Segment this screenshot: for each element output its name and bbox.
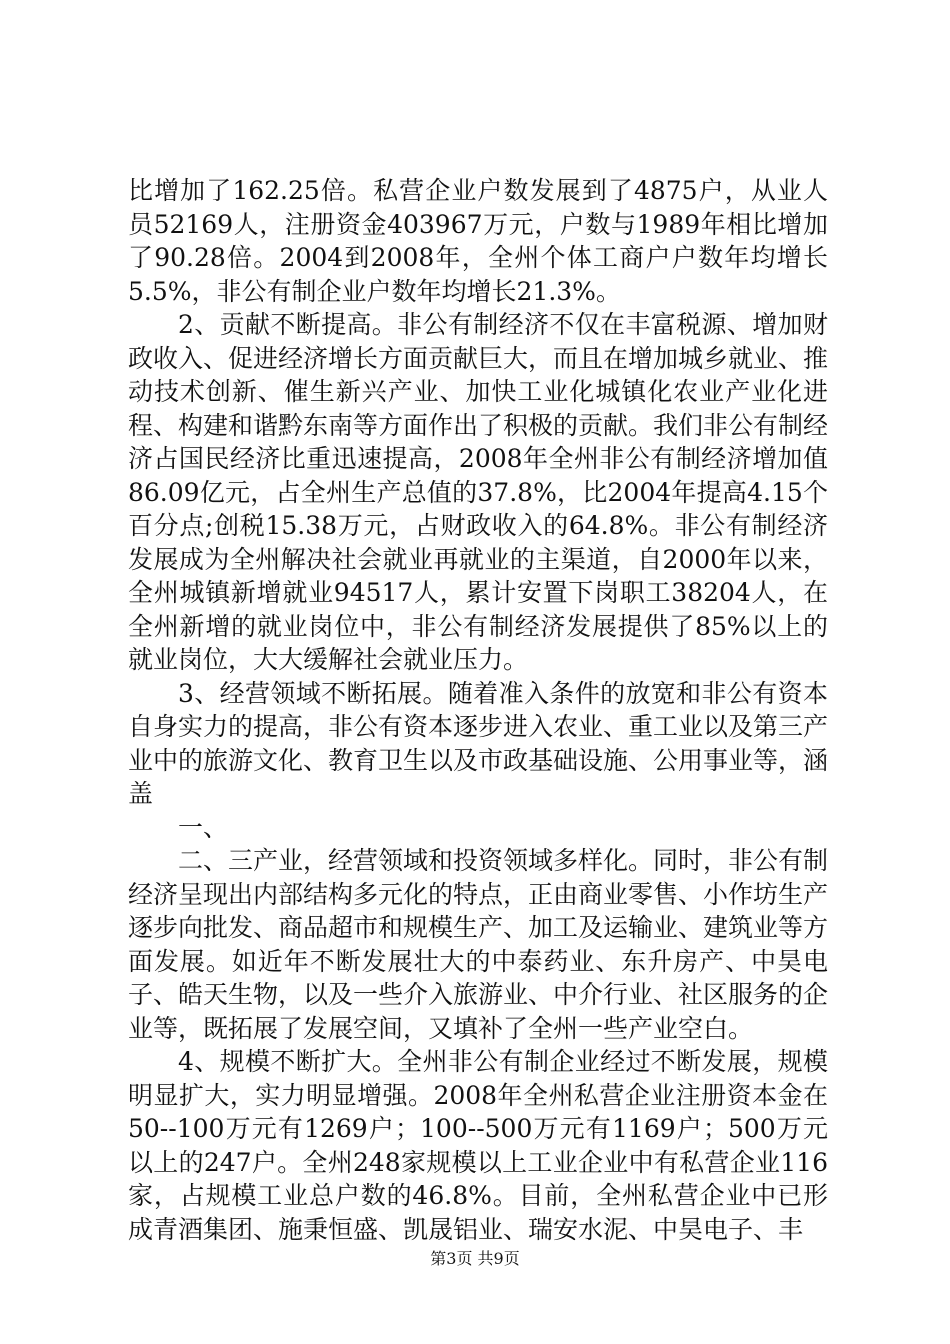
paragraph-contribution: 2、贡献不断提高。非公有制经济不仅在丰富税源、增加财政收入、促进经济增长方面贡献巨大，而且在增加城乡就业、推动技术创新、催生新兴产业、加快工业化城镇化农业产业化进程、构建和谐黔东南等方面作出了积极的贡献。我们非公有制经济占国民经济比重迅速提高，2008年全州非公有制经济增加值86.09亿元，占全州生产总值的37.8%，比2004年提高4.15个百分点;创税15.38万元，占财政收入的64.8%。非公有制经济发展成为全州解决社会就业再就业的主渠道，自2000年以来，全州城镇新增就业94517人，累计安置下岗职工38204人，在全州新增的就业岗位中，非公有制经济发展提供了85%以上的就业岗位，大大缓解社会就业压力。 [128,310,829,674]
paragraph-business-scope: 3、经营领域不断拓展。随着准入条件的放宽和非公有资本自身实力的提高，非公有资本逐步进入农业、重工业以及第三产业中的旅游文化、教育卫生以及市政基础设施、公用事业等，涵盖 [128,678,829,808]
document-body [128,174,828,1246]
paragraph-scale-expansion: 4、规模不断扩大。全州非公有制企业经过不断发展，规模明显扩大，实力明显增强。2008年全州私营企业注册资本金在50--100万元有1269户；100--500万元有1169户；500万元以上的247户。全州248家规模以上工业企业中有私营企业116家，占规模工业总户数的46.8%。目前，全州私营企业中已形成青酒集团、施秉恒盛、凯晟铝业、瑞安水泥、中昊电子、丰 [128,1047,828,1244]
paragraph-heading-one: 一、 [178,812,229,842]
paragraph-continuation: 比增加了162.25倍。私营企业户数发展到了4875户，从业人员52169人，注册资金403967万元，户数与1989年相比增加了90.28倍。2004到2008年，全州个体工商户户数年均增长5.5%，非公有制企业户数年均增长21.3%。 [128,176,828,306]
page-number-footer: 第3页 共9页 [430,1249,520,1268]
paragraph-second-third-industry: 二、三产业，经营领域和投资领域多样化。同时，非公有制经济呈现出内部结构多元化的特点，正由商业零售、小作坊生产逐步向批发、商品超市和规模生产、加工及运输业、建筑业等方面发展。如近年不断发展壮大的中泰药业、东升房产、中昊电子、皓天生物，以及一些介入旅游业、中介行业、社区服务的企业等，既拓展了发展空间，又填补了全州一些产业空白。 [128,846,829,1043]
